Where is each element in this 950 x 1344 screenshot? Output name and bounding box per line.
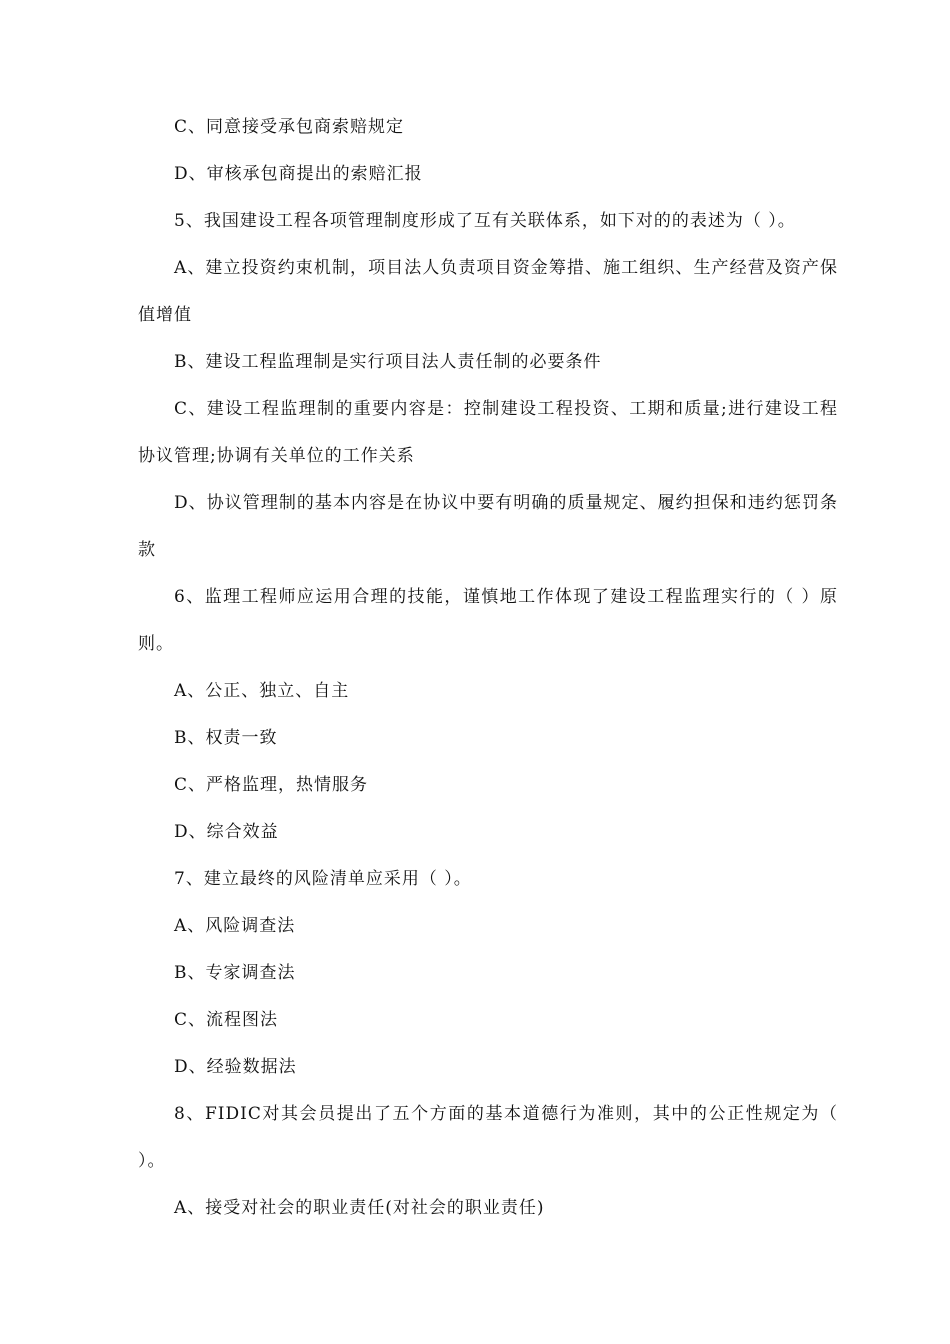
option-a-q5: A、建立投资约束机制，项目法人负责项目资金筹措、施工组织、生产经营及资产保值增值: [138, 258, 838, 325]
question-6: 6、监理工程师应运用合理的技能，谨慎地工作体现了建设工程监理实行的（ ）原则。: [138, 587, 838, 654]
option-d-q7: D、经验数据法: [174, 1057, 297, 1077]
question-5: 5、我国建设工程各项管理制度形成了互有关联体系，如下对的的表述为（ ）。: [174, 211, 796, 231]
option-a-q8: A、接受对社会的职业责任(对社会的职业责任): [174, 1198, 545, 1218]
option-d-q4: D、审核承包商提出的索赔汇报: [174, 164, 423, 184]
option-a-q7: A、风险调查法: [174, 916, 296, 936]
question-7: 7、建立最终的风险清单应采用（ ）。: [174, 869, 472, 889]
option-b-q6: B、权责一致: [174, 728, 278, 748]
option-c-q5: C、建设工程监理制的重要内容是：控制建设工程投资、工期和质量;进行建设工程协议管理;协调有关单位的工作关系: [138, 399, 838, 466]
option-a-q6: A、公正、独立、自主: [174, 681, 350, 701]
question-8: 8、FIDIC对其会员提出了五个方面的基本道德行为准则，其中的公正性规定为（ ）。: [138, 1104, 838, 1171]
option-c-q6: C、严格监理，热情服务: [174, 775, 369, 795]
option-b-q7: B、专家调查法: [174, 963, 296, 983]
option-c-q4: C、同意接受承包商索赔规定: [174, 117, 405, 137]
option-d-q6: D、综合效益: [174, 822, 279, 842]
option-d-q5: D、协议管理制的基本内容是在协议中要有明确的质量规定、履约担保和违约惩罚条款: [138, 493, 838, 560]
option-c-q7: C、流程图法: [174, 1010, 279, 1030]
document-body: [138, 104, 838, 1232]
option-b-q5: B、建设工程监理制是实行项目法人责任制的必要条件: [174, 352, 602, 372]
